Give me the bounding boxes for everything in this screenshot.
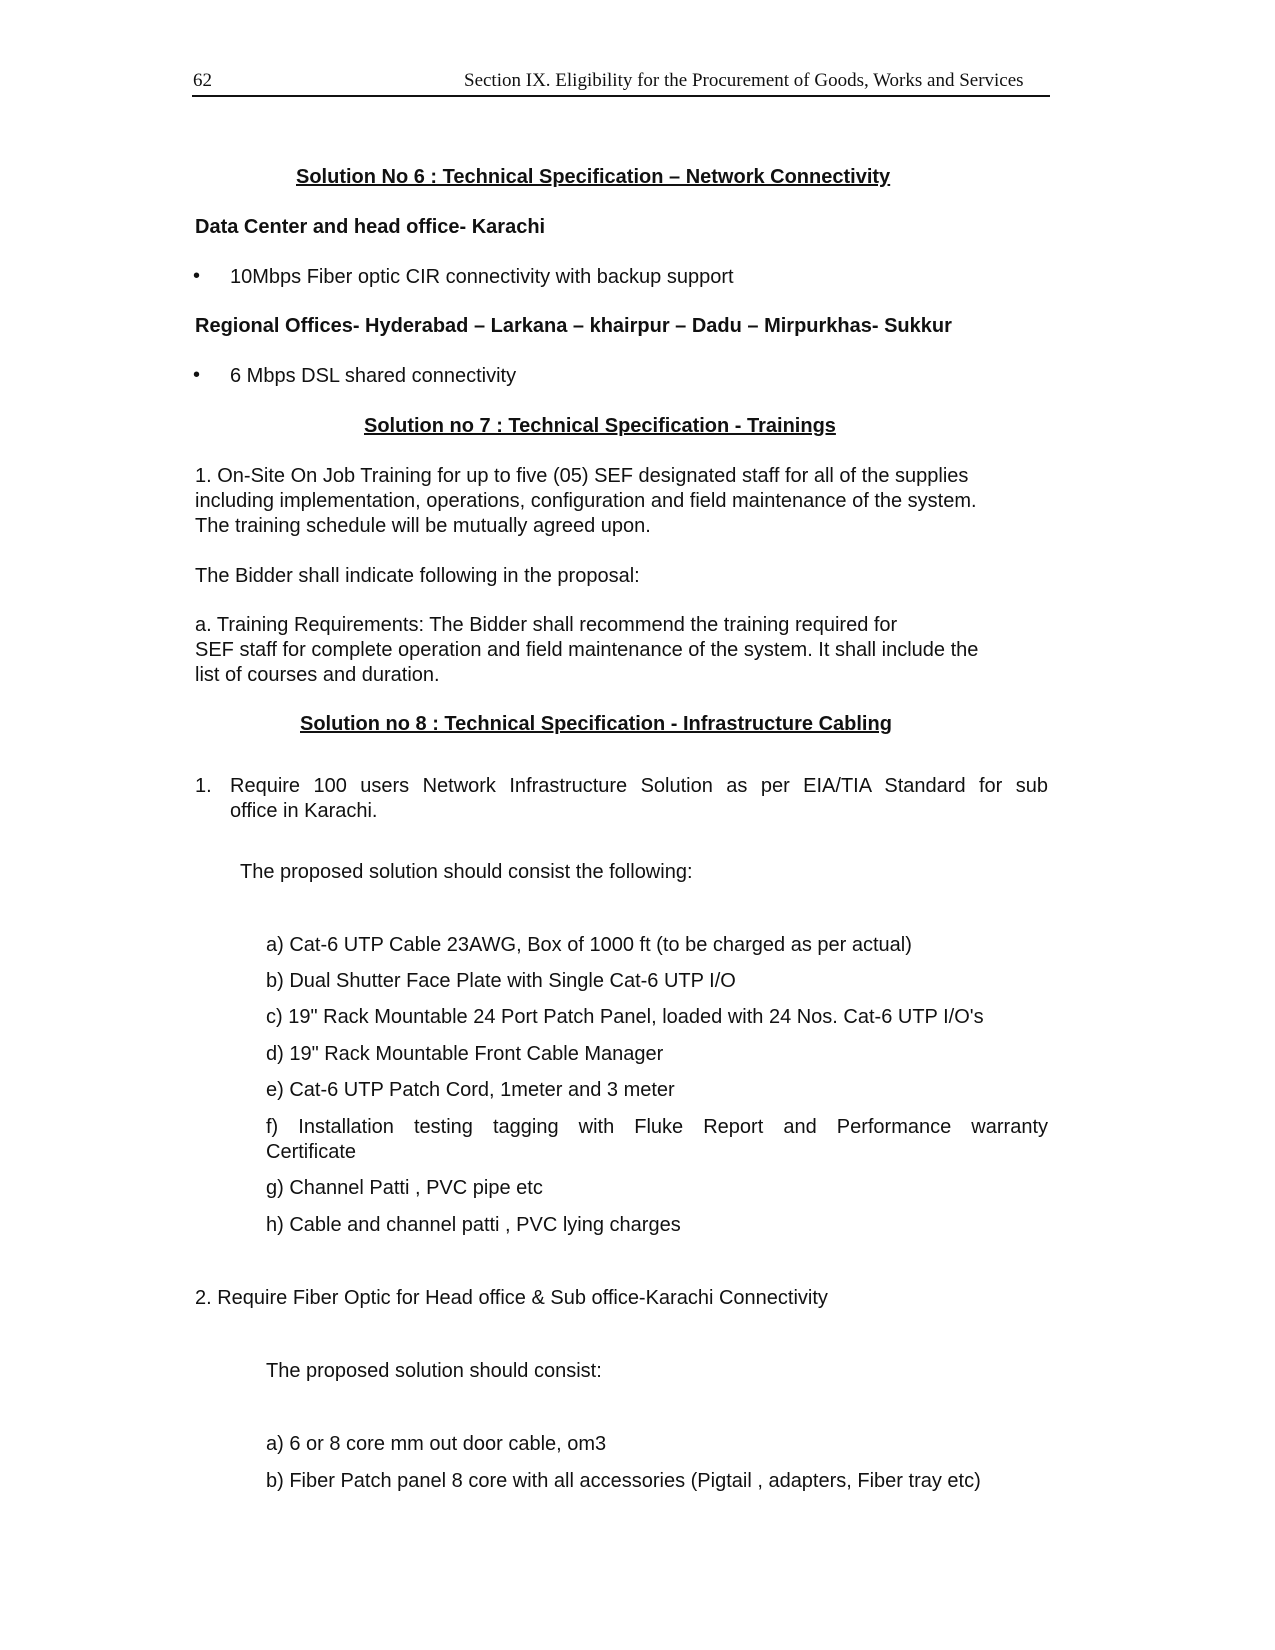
item1-intro: The proposed solution should consist the following: [240, 861, 693, 883]
training-para3-line2: SEF staff for complete operation and field maintenance of the system. It shall include the [195, 639, 979, 661]
training-para1-line3: The training schedule will be mutually agreed upon. [195, 515, 651, 537]
training-para3-line1: a. Training Requirements: The Bidder shall recommend the training required for [195, 614, 898, 636]
section-title: Section IX. Eligibility for the Procurement of Goods, Works and Services [464, 70, 1024, 91]
item1-list-c: c) 19" Rack Mountable 24 Port Patch Panel, loaded with 24 Nos. Cat-6 UTP I/O's [266, 1006, 984, 1028]
regional-heading: Regional Offices- Hyderabad – Larkana – khairpur – Dadu – Mirpurkhas- Sukkur [195, 315, 952, 337]
training-para2: The Bidder shall indicate following in the proposal: [195, 565, 640, 587]
regional-bullet-text: 6 Mbps DSL shared connectivity [230, 365, 517, 387]
item1-list-a: a) Cat-6 UTP Cable 23AWG, Box of 1000 ft (to be charged as per actual) [266, 934, 912, 956]
item1-list-f-cont: Certificate [266, 1141, 357, 1163]
item1-line1: Require 100 users Network Infrastructure Solution as per EIA/TIA Standard for sub [230, 775, 1048, 797]
solution6-heading: Solution No 6 : Technical Specification – Network Connectivity [296, 166, 891, 188]
item2-list-a: a) 6 or 8 core mm out door cable, om3 [266, 1433, 607, 1455]
header-rule [192, 95, 1050, 97]
training-para1-line2: including implementation, operations, configuration and field maintenance of the system. [195, 490, 977, 512]
item2-intro: The proposed solution should consist: [266, 1360, 602, 1382]
item1-number: 1. [195, 775, 212, 797]
solution7-heading: Solution no 7 : Technical Specification - Trainings [364, 415, 836, 437]
bullet-icon: • [193, 364, 201, 386]
item1-list-d: d) 19" Rack Mountable Front Cable Manager [266, 1043, 664, 1065]
item1-list-g: g) Channel Patti , PVC pipe etc [266, 1177, 543, 1199]
bullet-icon: • [193, 265, 201, 287]
training-para1-line1: 1. On-Site On Job Training for up to five (05) SEF designated staff for all of the supplies [195, 465, 969, 487]
item1-list-e: e) Cat-6 UTP Patch Cord, 1meter and 3 meter [266, 1079, 675, 1101]
solution8-heading: Solution no 8 : Technical Specification - Infrastructure Cabling [300, 713, 892, 735]
item1-list-f: f) Installation testing tagging with Fluke Report and Performance warranty [266, 1116, 1048, 1138]
karachi-bullet-text: 10Mbps Fiber optic CIR connectivity with backup support [230, 266, 734, 288]
page-number: 62 [193, 70, 212, 91]
training-para3-line3: list of courses and duration. [195, 664, 440, 686]
item2-line: 2. Require Fiber Optic for Head office & Sub office-Karachi Connectivity [195, 1287, 828, 1309]
karachi-heading: Data Center and head office- Karachi [195, 216, 546, 238]
item2-list-b: b) Fiber Patch panel 8 core with all accessories (Pigtail , adapters, Fiber tray etc) [266, 1470, 981, 1492]
item1-list-h: h) Cable and channel patti , PVC lying charges [266, 1214, 681, 1236]
item1-line2: office in Karachi. [230, 800, 378, 822]
item1-list-b: b) Dual Shutter Face Plate with Single Cat-6 UTP I/O [266, 970, 736, 992]
